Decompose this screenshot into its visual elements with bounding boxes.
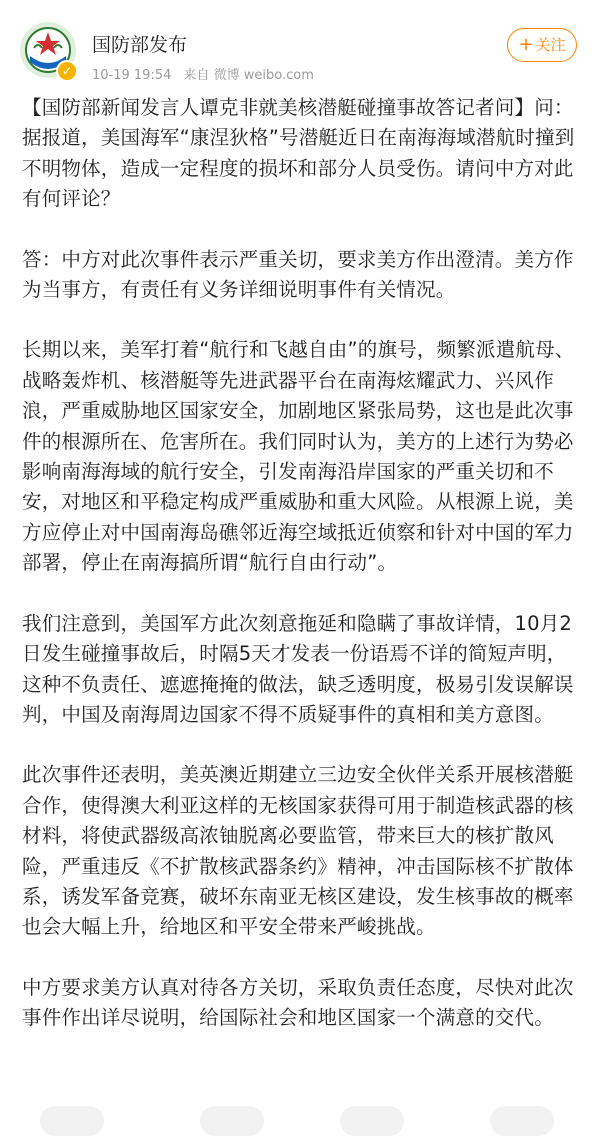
verified-badge-icon: ✓ [56,60,78,82]
follow-label: 关注 [535,36,566,54]
comment-button[interactable] [200,1106,264,1136]
plus-icon: + [518,34,534,55]
post-action-bar [0,1100,600,1121]
follow-button[interactable] [507,28,577,62]
post-meta [92,64,322,83]
post-paragraph: 答：中方对此次事件表示严重关切，要求美方作出澄清。美方作为当事方，有责任有义务详细说明事件有关情况。 [22,247,574,302]
like-button[interactable] [340,1106,404,1136]
post-paragraph: 中方要求美方认真对待各方关切，采取负责任态度，尽快对此次事件作出详尽说明，给国际社会和地区国家一个满意的交代。 [22,975,574,1030]
share-button[interactable] [40,1106,104,1136]
post-date: 10-19 19:54 [92,68,172,83]
post-paragraph: 我们注意到，美国军方此次刻意拖延和隐瞒了事故详情，10月2日发生碰撞事故后，时隔5天才发表一份语焉不详的简短声明，这种不负责任、遮遮掩掩的做法，缺乏透明度，极易引发误解误判，中国及南海周边国家不得不质疑事件的真相和美方意图。 [22,611,574,726]
account-name[interactable]: 国防部发布 [92,34,188,56]
post-paragraph: 【国防部新闻发言人谭克非就美核潜艇碰撞事故答记者问】问：据报道，美国海军“康涅狄格”号潜艇近日在南海海域潜航时撞到不明物体，造成一定程度的损坏和部分人员受伤。请问中方对此有何评论？ [22,96,575,211]
post-paragraph: 此次事件还表明，美英澳近期建立三边安全伙伴关系开展核潜艇合作，使得澳大利亚这样的无核国家获得可用于制造核武器的核材料，将使武器级高浓铀脱离必要监管，带来巨大的核扩散风险，严重违反《不扩散核武器条约》精神，冲击国际核不扩散体系，诱发军备竞赛，破坏东南亚无核区建设，发生核事故的概率也会大幅上升，给地区和平安全带来严峻挑战。 [22,763,574,939]
post-body [22,93,582,1064]
post-paragraph: 长期以来，美军打着“航行和飞越自由”的旗号，频繁派遣航母、战略轰炸机、核潜艇等先进武器平台在南海炫耀武力、兴风作浪，严重威胁地区国家安全，加剧地区紧张局势，这也是此次事件的根源所在、危害所在。我们同时认为，美方的上述行为势必影响南海海域的航行安全，引发南海沿岸国家的严重关切和不安，对地区和平稳定构成严重威胁和重大风险。从根源上说，美方应停止对中国南海岛礁邻近海空域抵近侦察和针对中国的军力部署，停止在南海搞所谓“航行自由行动”。 [22,338,575,575]
post-header [0,0,600,100]
post-source: 来自 微博 weibo.com [183,68,314,83]
more-button[interactable] [490,1106,554,1136]
